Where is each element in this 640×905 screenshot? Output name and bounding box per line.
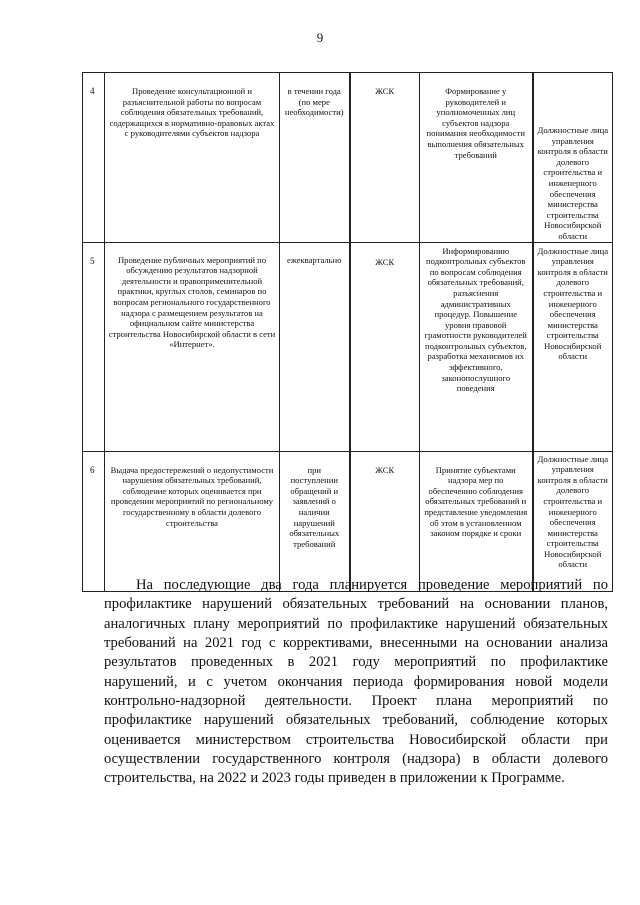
event-period: в течении года (по мере необходимости) bbox=[284, 86, 344, 118]
event-responsible: Должностные лица управления контроля в области долевого строительства и инженерного обеспечения министерства строительства Новосибирской области bbox=[537, 125, 609, 241]
event-period: при поступлении обращений и заявлений о наличии нарушений обязательных требований bbox=[289, 464, 340, 549]
event-result: Принятие субъектами надзора мер по обеспечению соблюдения обязательных требований и представление уведомления об этом в установленном законом порядке и сроки bbox=[424, 464, 528, 539]
table-row bbox=[83, 451, 613, 591]
page-number: 9 bbox=[316, 30, 324, 45]
event-responsible: Должностные лица управления контроля в области долевого строительства и инженерного обеспечения министерства строительства Новосибирской области bbox=[537, 245, 609, 362]
table-row bbox=[83, 73, 613, 243]
event-description: Выдача предостережений о недопустимости нарушения обязательных требований, соблюдение которых оценивается при проведении мероприятий по региональному государственному в области долевого строительства bbox=[110, 464, 274, 528]
table-row bbox=[83, 242, 613, 451]
row-number: 4 bbox=[83, 73, 105, 243]
event-result: Информированию подконтрольных субъектов по вопросам соблюдения обязательных требований, разъяснения административных процедур. Повышение уровня правовой грамотности руководителей подконтрольных субъектов, разработка механизмов их эффективного, законопослушного поведения bbox=[424, 245, 527, 394]
event-executor: ЖСК bbox=[375, 464, 395, 475]
event-description: Проведение консультационной и разъяснительной работы по вопросам соблюдения обязательных требований, содержащихся в нормативно-правовых актах с руководителями субъектов надзора bbox=[109, 86, 275, 139]
row-number: 6 bbox=[83, 451, 105, 591]
event-period: ежеквартально bbox=[287, 254, 342, 265]
event-result: Формирование у руководителей и уполномоченных лиц субъектов надзора понимания необходимости выполнения обязательных требований bbox=[426, 86, 525, 160]
event-executor: ЖСК bbox=[375, 86, 395, 96]
row-number: 5 bbox=[83, 242, 105, 451]
body-paragraph: На последующие два года планируется проведение мероприятий по профилактике нарушений обязательных требований на основании планов, аналогичных плану мероприятий по профилактике нарушений обязательных требований на 2021 год с коррективами, внесенными на основании анализа результатов проведенных в 2021 году мероприятий по профилактике нарушений, и с учетом окончания периода формирования новой модели контрольно-надзорной деятельности. Проект плана мероприятий по профилактике нарушений обязательных требований, соблюдение которых оценивается министерством строительства Новосибирской области при осуществлении государственного контроля (надзора) в области долевого строительства, на 2022 и 2023 годы приведен в приложении к Программе. bbox=[104, 577, 608, 787]
event-executor: ЖСК bbox=[375, 256, 395, 267]
event-description: Проведение публичных мероприятий по обсуждению результатов надзорной деятельности и правоприменительной практики, круглых столов, семинаров по вопросам регионального государственного надзора с размещением результатов на официальном сайте министерства строительства Новосибирской области в сети «Интернет». bbox=[108, 254, 276, 350]
event-responsible: Должностные лица управления контроля в области долевого строительства и инженерного обеспечения министерства строительства Новосибирской области bbox=[537, 453, 609, 570]
events-table bbox=[82, 72, 613, 592]
